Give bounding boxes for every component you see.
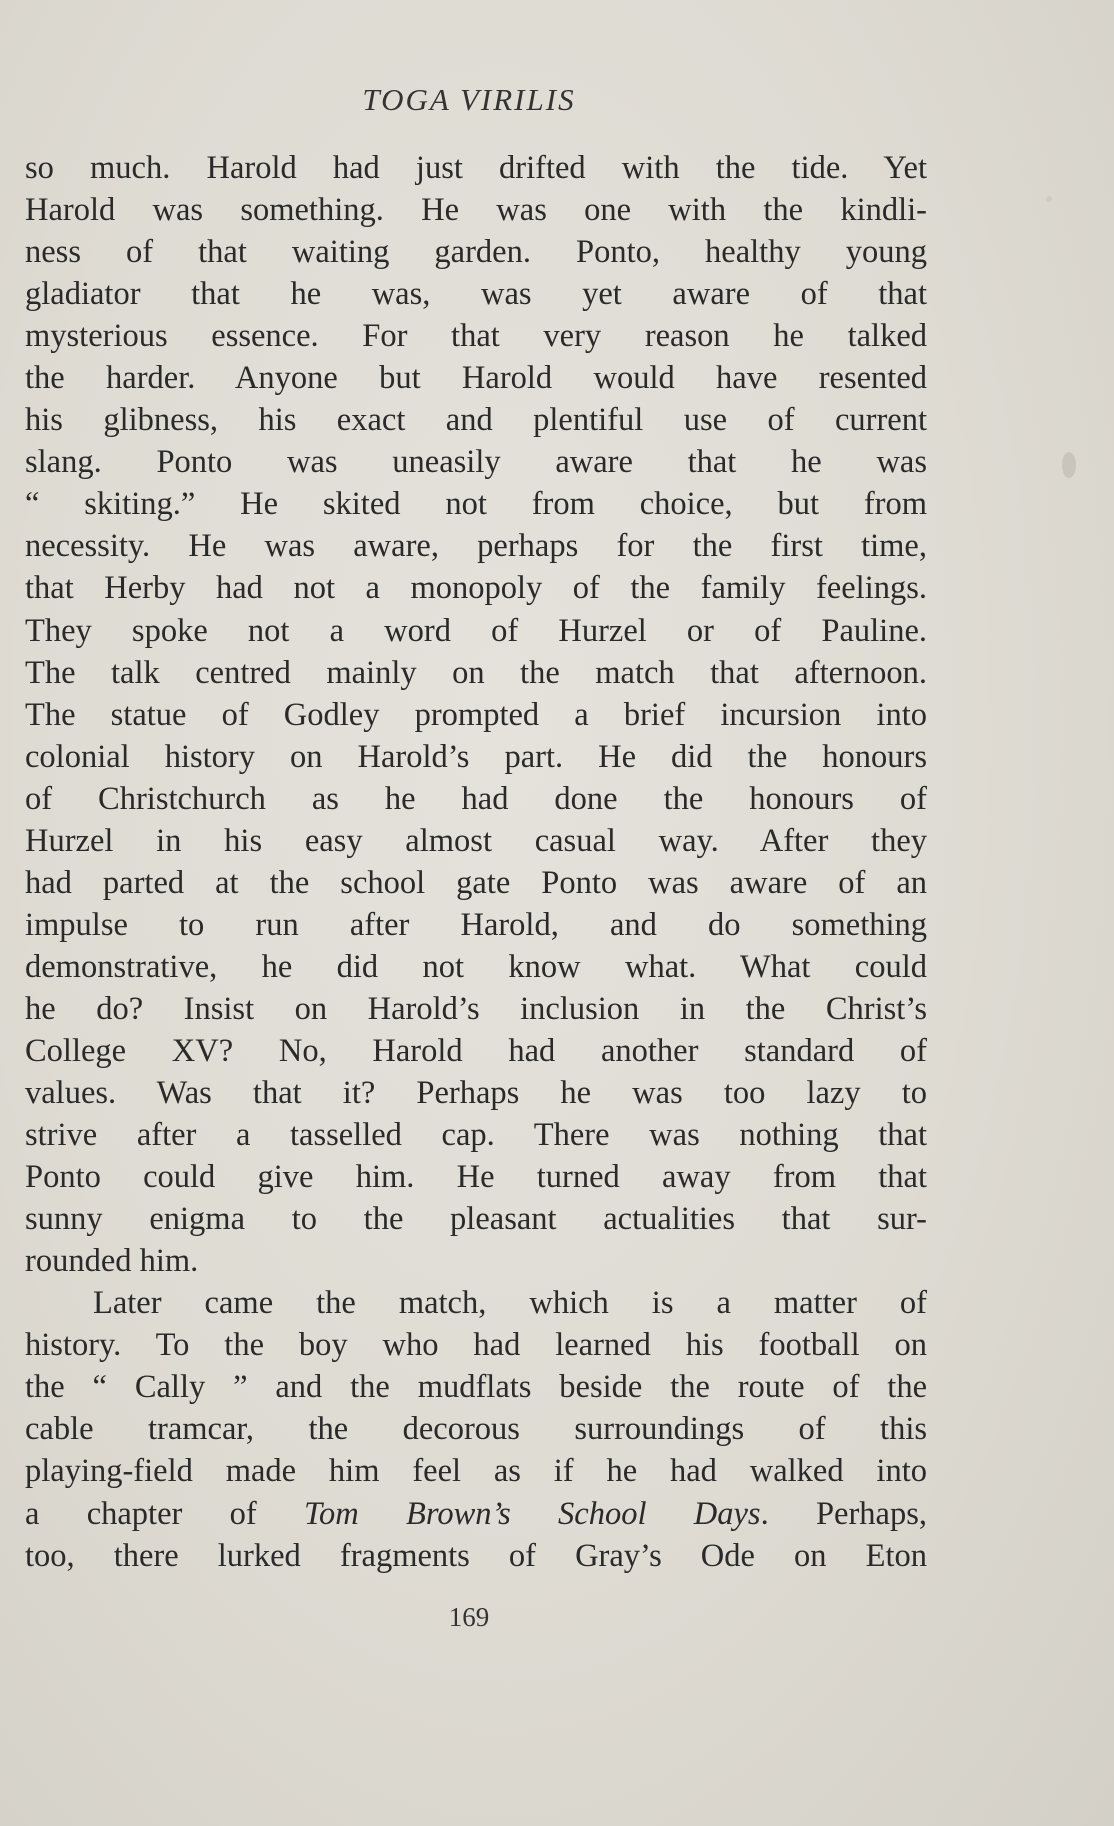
text-line: “ skiting.” He skited not from choice, but from <box>25 486 927 523</box>
page-number: 169 <box>448 1602 490 1632</box>
paper-smudge <box>1062 452 1076 478</box>
text-line: Hurzel in his easy almost casual way. After they <box>25 822 927 859</box>
paper-smudge <box>1046 196 1052 202</box>
text-line: his glibness, his exact and plentiful use of current <box>25 402 927 439</box>
text-line: history. To the boy who had learned his football on <box>25 1327 927 1364</box>
body-text <box>25 147 927 1577</box>
text-line: of Christchurch as he had done the honours of <box>25 780 927 817</box>
text-line: College XV? No, Harold had another standard of <box>25 1032 927 1069</box>
text-line: Ponto could give him. He turned away from that <box>25 1159 927 1196</box>
text-line: playing-field made him feel as if he had walked into <box>25 1453 927 1490</box>
text-line: slang. Ponto was uneasily aware that he was <box>25 444 927 481</box>
text-line: that Herby had not a monopoly of the family feelings. <box>25 570 927 607</box>
text-line: Later came the match, which is a matter of <box>93 1285 927 1322</box>
text-line: sunny enigma to the pleasant actualities that sur- <box>25 1201 927 1238</box>
text-line: strive after a tasselled cap. There was nothing that <box>25 1117 927 1154</box>
running-head: TOGA VIRILIS <box>362 82 576 117</box>
text-line: ness of that waiting garden. Ponto, healthy young <box>25 234 927 271</box>
text-line: values. Was that it? Perhaps he was too lazy to <box>25 1075 927 1112</box>
text-line: he do? Insist on Harold’s inclusion in the Christ’s <box>25 990 927 1027</box>
text-line: so much. Harold had just drifted with the tide. Yet <box>25 150 927 186</box>
text-line: Harold was something. He was one with the kindli- <box>25 192 927 229</box>
text-line: rounded him. <box>25 1243 199 1280</box>
text-line: The statue of Godley prompted a brief incursion into <box>25 696 927 733</box>
text-line: the harder. Anyone but Harold would have resented <box>25 360 927 397</box>
text-line: too, there lurked fragments of Gray’s Ode on Eton <box>25 1537 927 1574</box>
text-line: gladiator that he was, was yet aware of that <box>25 276 927 313</box>
text-line: a chapter of Tom Brown’s School Days. Perhaps, <box>25 1495 927 1532</box>
text-line: necessity. He was aware, perhaps for the first time, <box>25 528 927 565</box>
text-line: demonstrative, he did not know what. What could <box>25 948 927 985</box>
text-line: colonial history on Harold’s part. He did the honours <box>25 738 927 775</box>
text-line: cable tramcar, the decorous surroundings of this <box>25 1411 927 1448</box>
text-line: impulse to run after Harold, and do something <box>25 906 927 943</box>
text-line: the “ Cally ” and the mudflats beside the route of the <box>25 1369 927 1406</box>
text-line: The talk centred mainly on the match that afternoon. <box>25 654 927 691</box>
book-title-italic: Tom Brown’s School Days <box>303 1495 761 1532</box>
text-line: mysterious essence. For that very reason he talked <box>25 318 927 355</box>
text-line: They spoke not a word of Hurzel or of Pauline. <box>25 612 927 649</box>
text-line: had parted at the school gate Ponto was aware of an <box>25 864 927 901</box>
